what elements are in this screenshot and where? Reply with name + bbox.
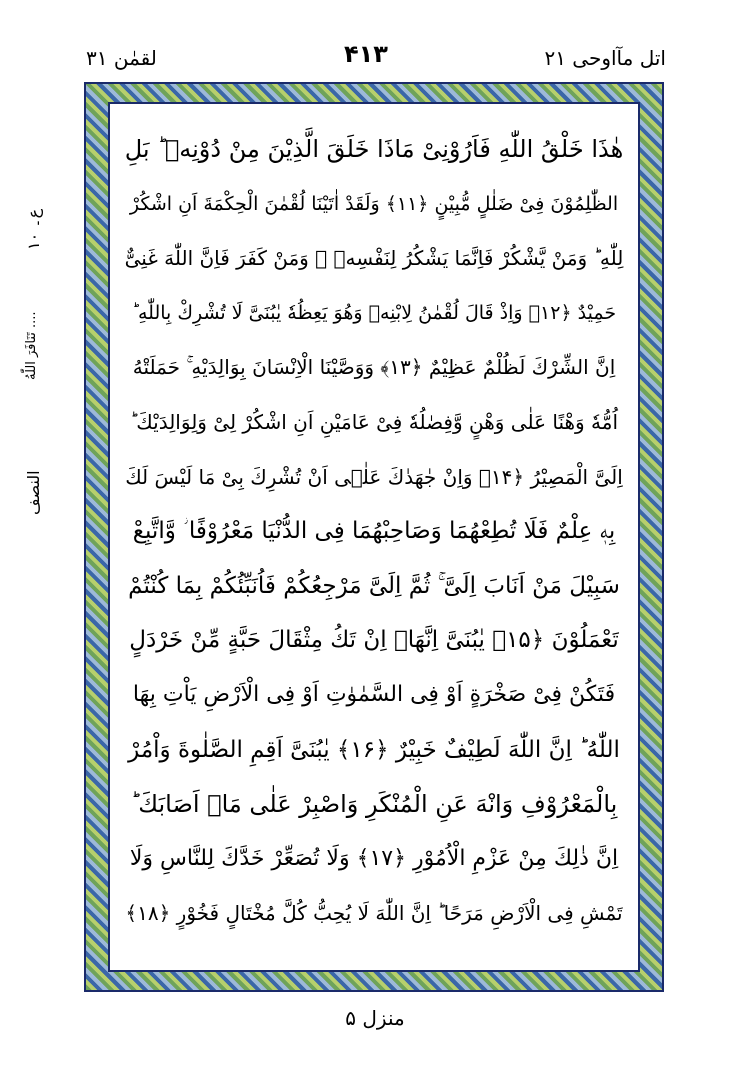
para-name: اتل مآاوحی ۲۱ — [544, 46, 666, 70]
text-line: اُمُّهٗ وَهْنًا عَلٰی وَهْنٍ وَّفِصٰلُهٗ فِیْ عَامَیْنِ اَنِ اشْكُرْ لِیْ وَلِوَالِدَیْكَ ؕ — [129, 409, 619, 434]
decorative-border — [84, 82, 664, 992]
page-number: ۴۱۳ — [344, 40, 388, 68]
text-line: هٰذَا خَلْقُ اللّٰهِ فَاَرُوْنِیْ مَاذَا خَلَقَ الَّذِیْنَ مِنْ دُوْنِهٖ ؕ بَلِ — [124, 135, 624, 163]
text-panel — [108, 102, 640, 972]
text-line: اِنَّ ذٰلِكَ مِنْ عَزْمِ الْاُمُوْرِ ﴿۱۷﴾ وَلَا تُصَعِّرْ خَدَّكَ لِلنَّاسِ وَلَا — [129, 845, 619, 871]
text-line: سَبِیْلَ مَنْ اَنَابَ اِلَیَّ ۚ ثُمَّ اِلَیَّ مَرْجِعُكُمْ فَاُنَبِّئُكُمْ بِمَا كُنْتُمْ — [128, 572, 620, 599]
text-line: لِلّٰهِ ؕ وَمَنْ یَّشْكُرْ فَاِنَّمَا یَشْكُرُ لِنَفْسِهٖ ۚ وَمَنْ كَفَرَ فَاِنَّ اللّٰهَ غَنِیٌّ — [124, 246, 624, 271]
text-line: اِلَیَّ الْمَصِیْرُ ﴿۱۴﴾ وَاِنْ جٰهَدٰكَ عَلٰۤی اَنْ تُشْرِكَ بِیْ مَا لَیْسَ لَكَ — [125, 464, 623, 489]
text-line: فَتَكُنْ فِیْ صَخْرَةٍ اَوْ فِی السَّمٰوٰتِ اَوْ فِی الْاَرْضِ یَاْتِ بِهَا — [132, 681, 616, 707]
page-header — [86, 40, 666, 80]
text-line: الظّٰلِمُوْنَ فِیْ ضَلٰلٍ مُّبِیْنٍ ﴿۱۱﴾ وَلَقَدْ اٰتَیْنَا لُقْمٰنَ الْحِكْمَةَ اَنِ اشْكُرْ — [129, 192, 619, 215]
text-line: اِنَّ الشِّرْكَ لَظُلْمٌ عَظِیْمٌ ﴿۱۳﴾ وَوَصَّیْنَا الْاِنْسَانَ بِوَالِدَیْهِ ۚ حَمَلَتْهُ — [132, 355, 616, 380]
text-line: تَمْشِ فِی الْاَرْضِ مَرَحًا ؕ اِنَّ اللّٰهَ لَا یُحِبُّ كُلَّ مُخْتَالٍ فَخُوْرٍ ﴿۱۸﴾ — [125, 901, 623, 926]
text-line: بِهٖ عِلْمٌ فَلَا تُطِعْهُمَا وَصَاحِبْهُمَا فِی الدُّنْیَا مَعْرُوْفًا ؗ وَّاتَّبِعْ — [132, 518, 616, 545]
manzil-footer: منزل ۵ — [345, 1006, 405, 1030]
margin-note: تَنَافَرَ اللّٰهُ .... — [24, 311, 39, 380]
half-marker: النصف — [24, 470, 43, 515]
text-line: حَمِیْدٌ ﴿۱۲﴾ وَاِذْ قَالَ لُقْمٰنُ لِابْنِهٖ وَهُوَ یَعِظُهٗ یٰبُنَیَّ لَا تُشْرِكْ بِاللّٰهِ ؕ — [131, 301, 617, 324]
quran-text — [124, 122, 624, 958]
surah-name: لقمٰن ۳۱ — [86, 46, 157, 70]
text-line: تَعْمَلُوْنَ ﴿۱۵﴾ یٰبُنَیَّ اِنَّهَاۤ اِنْ تَكُ مِثْقَالَ حَبَّةٍ مِّنْ خَرْدَلٍ — [129, 627, 619, 654]
text-line: بِالْمَعْرُوْفِ وَانْهَ عَنِ الْمُنْكَرِ وَاصْبِرْ عَلٰی مَاۤ اَصَابَكَ ؕ — [130, 790, 618, 819]
text-line: اللّٰهُ ؕ اِنَّ اللّٰهَ لَطِیْفٌ خَبِیْرٌ ﴿۱۶﴾ یٰبُنَیَّ اَقِمِ الصَّلٰوةَ وَاْمُرْ — [128, 736, 620, 763]
ruku-marker: ع۔ ۱۰ — [24, 208, 43, 250]
